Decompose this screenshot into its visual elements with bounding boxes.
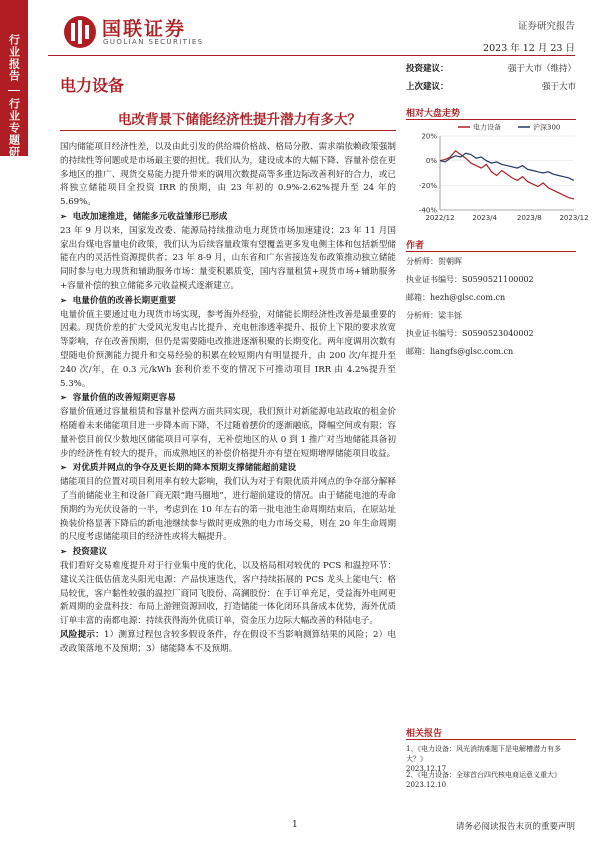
intro-paragraph: 国内储能项目经济性差，以及由此引发的供给端价格战、格局分散、需求端依赖政策强制的持续性等问题或是市场最主要的担忧。我们认为，建设成本的大幅下降、容量补偿在更多地区的推广、现货交易能力提升带来的调用次数提高等多重边际改善利好的合力，或已将独立储能项目全投资 IRR 的预期，由 23 年初的 0.9%-2.62%提升至 24 年的 5.69%。: [60, 142, 396, 208]
subcategory-label: 行业专题研究: [7, 98, 21, 170]
y-tick-label: 20%: [421, 132, 437, 141]
related-report-title: 1、《电力设备：风光消纳难题下是电解槽潜力有多大？》: [406, 745, 561, 763]
author-value: S0590521100002: [462, 275, 534, 284]
header-divider: [48, 55, 575, 56]
disclaimer: 请务必阅读报告末页的重要声明: [455, 822, 575, 832]
prev-label: 上次建议：: [406, 82, 449, 92]
author-row: [406, 292, 505, 303]
risk-label: 风险提示：: [60, 629, 104, 640]
chart-title: 相对大盘走势: [406, 109, 461, 119]
y-tick-label: 0%: [425, 157, 437, 166]
series-line: [440, 153, 574, 180]
related-rule: [406, 739, 576, 740]
author-label: 分析师：: [406, 311, 438, 320]
title-divider: [60, 130, 396, 131]
author-label: 邮箱：: [406, 347, 430, 356]
report-date: 2023 年 12 月 23 日: [483, 43, 575, 54]
logo-subtext: GUOLIAN SECURITIES: [103, 38, 204, 46]
author-label: 执业证书编号：: [406, 275, 462, 284]
report-title: 电改背景下储能经济性提升潜力有多大？: [118, 112, 361, 128]
logo-mark-icon: [64, 16, 96, 48]
related-report[interactable]: [406, 770, 578, 790]
category-label: 行业报告: [7, 34, 21, 82]
section-heading: ➢ 对优质并网点的争夺及更长期的降本预期支撑储能超前建设: [60, 462, 297, 474]
author-label: 分析师：: [406, 257, 438, 266]
legend-label: 电力设备: [473, 123, 501, 132]
risk-text: 1）测算过程包含较多假设条件，存在假设不当影响测算结果的风险；2）电改政策落地不及预期；3）储能降本不及预期。: [60, 629, 396, 654]
author-value: 贺朝晖: [438, 257, 462, 266]
section-paragraph: 储能项目的位置对项目利用率有较大影响，我们认为对于有限优质并网点的争夺部分解释了当前储能业主和设备厂商无限“跑马圈地”，进行超前建设的情况。由于储能电池的寿命预期约为光伏设备的一半，考虑到在 10 年左右的第一批电池生命周期结束后，在原站址换装价格显著下降后的新电池继续参与做时更成熟的电力市场交易，则在 20 年生命周期的尺度考虑储能项目的经济性或将大幅提升。: [60, 477, 396, 543]
bullet-icon: ➢: [60, 294, 67, 305]
y-tick-label: -20%: [418, 181, 437, 190]
author-row: [406, 310, 462, 321]
section-heading: ➢ 投资建议: [60, 546, 108, 558]
section-paragraph: 我们看好交易难度提升对于行业集中度的优化，以及格局相对较优的 PCS 和温控环节：建议关注低估值龙头阳光电源：产品快速迭代，客户持续拓展的 PCS 龙头上能电气：格局较优，客户黏性较强的温控厂商同飞股份、高澜股份：在手订单充足，受益海外电网更新周期的金盘科技：布局上游锂资源回收，打造储能一体化闭环具备成本优势，海外优质订单丰富的南都电源：持续获得海外优质订单，资金压力边际大幅改善的科陆电子。: [60, 560, 396, 627]
author-value: 梁丰铄: [438, 311, 462, 320]
section-paragraph: 容量价值通过容量租赁和容量补偿两方面共同实现，我们预计对新能源电站政取的租金价格随着未来储能项目进一步降本而下降，不过随着摆价的逐渐融底，降幅空间或有限；容量补偿目前仅少数地区储能项目可享有，无补偿地区的从 0 到 1 推广对当地储能具备初步的经济性有较大的提升，而成熟地区的补偿价格提升亦有望在短期增厚储能项目收益。: [60, 407, 396, 459]
related-report-title: 2、《电力设备：全球首台四代核电商运意义重大》: [406, 771, 561, 779]
risk-paragraph: [60, 629, 396, 657]
report-category-band: [0, 0, 28, 170]
prev-value: 强于大市: [541, 82, 576, 92]
investment-rating: [406, 62, 576, 74]
x-tick-label: 2023/12: [559, 214, 589, 222]
logo-text: 国联证券: [102, 18, 187, 40]
author-section-title: 作者: [406, 241, 425, 251]
page-number: 1: [292, 820, 298, 830]
x-tick-label: 2023/8: [517, 214, 542, 222]
section-heading: ➢ 电改加速推进，储能多元收益雏形已形成: [60, 210, 228, 222]
invest-value: 强于大市（维持）: [507, 64, 576, 74]
bullet-icon: ➢: [60, 546, 67, 557]
author-row: [406, 274, 534, 285]
bullet-icon: ➢: [60, 210, 67, 221]
author-row: [406, 256, 462, 267]
invest-label: 投资建议：: [406, 64, 449, 74]
previous-rating: [406, 80, 576, 92]
x-tick-label: 2023/4: [472, 214, 497, 222]
relative-performance-chart: [406, 120, 589, 228]
bullet-icon: ➢: [60, 392, 67, 403]
x-tick-label: 2022/12: [425, 214, 455, 222]
author-row: [406, 328, 534, 339]
author-row: [406, 346, 513, 357]
section-heading: ➢ 电量价值的改善长期更重要: [60, 294, 176, 306]
legend-label: 沪深300: [533, 123, 561, 132]
report-body: [60, 141, 396, 656]
band-divider: [8, 90, 20, 91]
author-email[interactable]: hezh@glsc.com.cn: [430, 293, 506, 302]
section-heading: ➢ 容量价值的改善短期更容易: [60, 392, 176, 404]
author-rule: [406, 251, 576, 252]
author-label: 执业证书编号：: [406, 329, 462, 338]
industry-name: 电力设备: [60, 76, 125, 95]
related-report-date: 2023.12.17: [406, 765, 447, 773]
related-report-date: 2023.12.10: [406, 781, 447, 789]
document-type: 证券研究报告: [517, 21, 575, 32]
author-label: 邮箱：: [406, 293, 430, 302]
related-section-title: 相关报告: [406, 729, 443, 739]
section-paragraph: 电量价值主要通过电力现货市场实现，参考海外经验，对储能长期经济性改善是最重要的因素。现货价差的扩大受风光发电占比提升、充电桩渗透率提升、报价上下限的要求放宽等影响，存在改善预期，但仍是需要随电改推进逐渐积聚的长期变化。两年度调用次数有望随电价预测能力提升和交易经验的积累在较短期内有明显提升，由 200 次/年提升至 240 次/年，在 0.3 元/kWh 套利价差不变的情况下可推动项目 IRR 由 4.2%提升至 5.3%。: [60, 309, 396, 389]
y-tick-label: -40%: [418, 206, 437, 215]
author-value: S0590523040002: [462, 329, 534, 338]
bullet-icon: ➢: [60, 462, 67, 473]
section-paragraph: 23 年 9 月以来，国家发改委、能源局持续推动电力现货市场加速建设；23 年 11 月国家出台煤电容量电价政策，我们认为后续容量政策有望覆盖更多发电侧主体和包括新型储能在内的灵活性资源提供者；23 年 8-9 月，山东省和广东省接连发布政策推动独立储能同时参与电力现货和辅助服务市场：量变积累质变，国内容量租赁+现货市场+辅助服务+容量补偿的独立储能多元收益模式逐渐建立。: [60, 225, 396, 291]
author-email[interactable]: liangfs@glsc.com.cn: [430, 347, 514, 356]
